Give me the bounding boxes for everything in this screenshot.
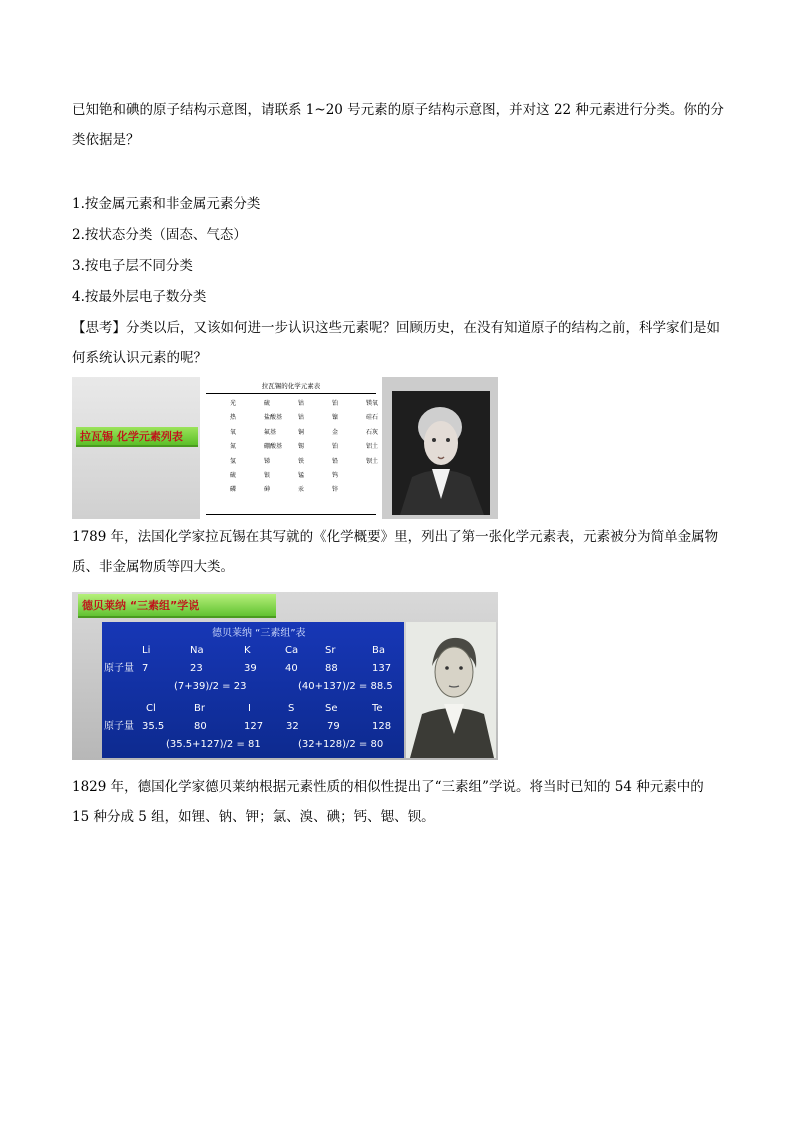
atomic-mass: 137: [372, 663, 392, 674]
calc-row: [102, 738, 404, 752]
table-cell: 锡: [298, 443, 305, 451]
banner-text: 拉瓦锡 化学元素列表: [80, 430, 183, 443]
triad-calc: (35.5+127)/2 = 81: [166, 739, 261, 750]
intro-paragraph: 已知铯和碘的原子结构示意图，请联系 1~20 号元素的原子结构示意图，并对这 22 种元素进行分类。你的分类依据是？: [72, 102, 724, 148]
atomic-mass: 23: [190, 663, 203, 674]
table-cell: 钡土: [366, 457, 379, 465]
table-cell: 磷: [230, 486, 237, 494]
mass-row: [102, 720, 404, 734]
table-cell: 热: [230, 414, 237, 422]
element-symbol: Te: [372, 703, 383, 714]
table-title: 拉瓦锡的化学元素表: [261, 382, 321, 390]
table-cell: 铅: [332, 457, 339, 465]
table-rule: [206, 514, 376, 515]
think-paragraph: 【思考】分类以后，又该如何进一步认识这些元素呢？回顾历史，在没有知道原子的结构之前，科学家们是如何系统认识元素的呢？: [72, 320, 720, 366]
table-cell: 铁: [298, 457, 305, 465]
row-label: 原子量: [104, 663, 134, 674]
table-cell: 铂: [332, 400, 339, 407]
table-cell: 氧: [230, 428, 237, 436]
atomic-mass: 35.5: [142, 721, 165, 732]
table-cell: 石灰: [366, 428, 379, 436]
symbol-row: [102, 644, 404, 658]
table-title: 德贝莱纳 “三素组”表: [212, 628, 306, 639]
table-cell: 锑: [264, 457, 271, 465]
table-cell: 硫: [230, 471, 237, 479]
atomic-mass: 7: [142, 663, 149, 674]
paragraph-1789: 1789 年，法国化学家拉瓦锡在其写就的《化学概要》里，列出了第一张化学元素表，元素被分为简单金属物质、非金属物质等四大类。: [72, 529, 719, 575]
table-cell: 银: [264, 471, 271, 479]
table-cell: 氢: [230, 457, 237, 465]
table-cell: 氟基: [264, 428, 277, 436]
triad-calc: (40+137)/2 = 88.5: [298, 681, 393, 692]
table-cell: 氮: [230, 443, 237, 451]
element-symbol: Cl: [146, 703, 156, 714]
atomic-mass: 88: [325, 663, 338, 674]
figure-banner-panel: [72, 377, 200, 519]
lavoisier-portrait: [382, 377, 498, 519]
banner-text: 德贝莱纳 “三素组”学说: [82, 599, 200, 612]
element-symbol: Br: [194, 703, 205, 714]
table-cell: 硼酸基: [264, 443, 283, 451]
atomic-mass: 80: [194, 721, 207, 732]
list-item: 3.按电子层不同分类: [72, 258, 193, 274]
table-cell: 金: [332, 428, 339, 436]
figure-banner: [76, 427, 198, 447]
element-symbol: I: [248, 703, 251, 714]
triad-calc: (7+39)/2 = 23: [174, 681, 247, 692]
table-cell: 盐酸基: [264, 414, 283, 422]
paragraph-1829: 1829 年，德国化学家德贝莱纳根据元素性质的相似性提出了“三素组”学说。将当时已知的 54 种元素中的 15 种分成 5 组，如锂、钠、钾；氯、溴、碘；钙、锶、钡。: [72, 779, 704, 825]
table-cell: 镁氧: [366, 400, 379, 407]
portrait-image: [392, 391, 490, 515]
table-cell: 铂: [332, 443, 339, 451]
table-cell: 锰: [298, 471, 305, 479]
row-label: 原子量: [104, 721, 134, 732]
table-cell: 钨: [332, 471, 339, 479]
triad-calc: (32+128)/2 = 80: [298, 739, 384, 750]
table-cell: 锌: [332, 486, 339, 494]
element-symbol: S: [288, 703, 295, 714]
table-rule: [206, 393, 376, 394]
list-item: 2.按状态分类（固态、气态）: [72, 227, 247, 243]
table-cell: 汞: [298, 486, 305, 494]
element-symbol: Ca: [285, 645, 299, 656]
triad-table: [102, 622, 404, 758]
element-symbol: Se: [325, 703, 338, 714]
symbol-row: [102, 702, 404, 716]
atomic-mass: 32: [286, 721, 299, 732]
table-cell: 铜: [298, 428, 305, 436]
table-cell: 硫: [264, 400, 271, 407]
atomic-mass: 127: [244, 721, 264, 732]
portrait-image: [406, 622, 496, 758]
element-symbol: K: [244, 645, 251, 656]
list-item: 1.按金属元素和非金属元素分类: [72, 196, 261, 212]
figure-banner: [78, 594, 276, 618]
table-cell: 铝土: [366, 443, 379, 451]
dobereiner-portrait: [406, 622, 496, 758]
atomic-mass: 40: [285, 663, 298, 674]
table-cell: 砷: [264, 486, 271, 494]
mass-row: [102, 662, 404, 676]
table-cell: 硅石: [366, 414, 379, 422]
element-symbol: Li: [142, 645, 151, 656]
atomic-mass: 128: [372, 721, 392, 732]
table-cell: 钴: [298, 414, 305, 422]
element-symbol: Ba: [372, 645, 385, 656]
dobereiner-figure: [72, 592, 498, 760]
list-item: 4.按最外层电子数分类: [72, 289, 207, 305]
atomic-mass: 39: [244, 663, 257, 674]
lavoisier-figure: [72, 377, 498, 519]
table-cell: 镍: [332, 414, 339, 422]
calc-row: [102, 680, 404, 694]
element-symbol: Na: [190, 645, 204, 656]
table-cell: 钴: [298, 400, 305, 407]
lavoisier-element-table: [202, 377, 380, 519]
atomic-mass: 79: [327, 721, 340, 732]
table-cell: 光: [230, 400, 237, 407]
element-symbol: Sr: [325, 645, 336, 656]
portrait-frame: [392, 391, 490, 515]
table-grid: [230, 399, 396, 495]
